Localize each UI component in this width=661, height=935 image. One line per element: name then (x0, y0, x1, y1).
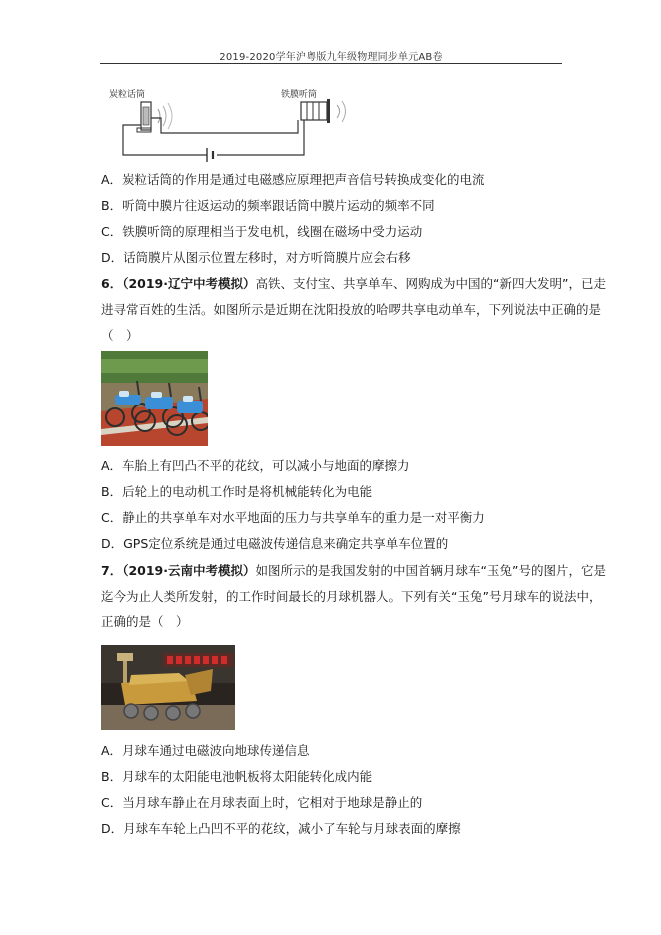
q6-stem-line1 (101, 276, 606, 292)
q6-option-c: C．静止的共享单车对水平地面的压力与共享单车的重力是一对平衡力 (101, 510, 485, 525)
q6-stem-line2: 进寻常百姓的生活。如图所示是近期在沈阳投放的哈啰共享电动单车，下列说法中正确的是 (101, 302, 602, 317)
q7-stem-line1 (101, 563, 606, 579)
figure-label-microphone: 炭粒话筒 (109, 90, 146, 100)
telephone-circuit-figure (101, 85, 356, 165)
q7-number: 7． (101, 563, 123, 578)
q6-source: （2019·辽宁中考模拟） (122, 276, 256, 291)
q6-number: 6． (101, 276, 123, 291)
q6-option-a: A．车胎上有凹凸不平的花纹，可以减小与地面的摩擦力 (101, 458, 410, 473)
q6-stem-text1: 高铁、支付宝、共享单车、网购成为中国的“新四大发明”，已走 (255, 276, 606, 291)
q7-option-b: B．月球车的太阳能电池帆板将太阳能转化成内能 (101, 769, 373, 784)
q7-stem-text1: 如图所示的是我国发射的中国首辆月球车“玉兔”号的图片，它是 (255, 563, 606, 578)
q7-stem-line3: 正确的是（ ） (101, 614, 189, 629)
lunar-rover-photo (101, 645, 235, 730)
header-rule (100, 63, 562, 64)
q6-option-d: D．GPS定位系统是通过电磁波传递信息来确定共享单车位置的 (101, 536, 449, 551)
q5-option-a: A．炭粒话筒的作用是通过电磁感应原理把声音信号转换成变化的电流 (101, 172, 485, 187)
q7-option-d: D．月球车车轮上凸凹不平的花纹，减小了车轮与月球表面的摩擦 (101, 821, 461, 836)
q6-stem-line3: （ ） (101, 328, 139, 343)
q5-option-d: D．话筒膜片从图示位置左移时，对方听筒膜片应会右移 (101, 250, 411, 265)
shared-ebike-photo (101, 351, 208, 446)
figure-label-earpiece: 铁膜听筒 (281, 90, 318, 100)
q6-option-b: B．后轮上的电动机工作时是将机械能转化为电能 (101, 484, 373, 499)
q7-source: （2019·云南中考模拟） (122, 563, 256, 578)
q7-option-a: A．月球车通过电磁波向地球传递信息 (101, 743, 310, 758)
page-header: 2019-2020学年沪粤版九年级物理同步单元AB卷 (219, 52, 443, 63)
q5-option-b: B．听筒中膜片往返运动的频率跟话筒中膜片运动的频率不同 (101, 198, 435, 213)
q7-stem-line2: 迄今为止人类所发射，的工作时间最长的月球机器人。下列有关“玉兔”号月球车的说法中， (101, 589, 602, 604)
q7-option-c: C．当月球车静止在月球表面上时，它相对于地球是静止的 (101, 795, 423, 810)
q5-option-c: C．铁膜听筒的原理相当于发电机，线圈在磁场中受力运动 (101, 224, 423, 239)
